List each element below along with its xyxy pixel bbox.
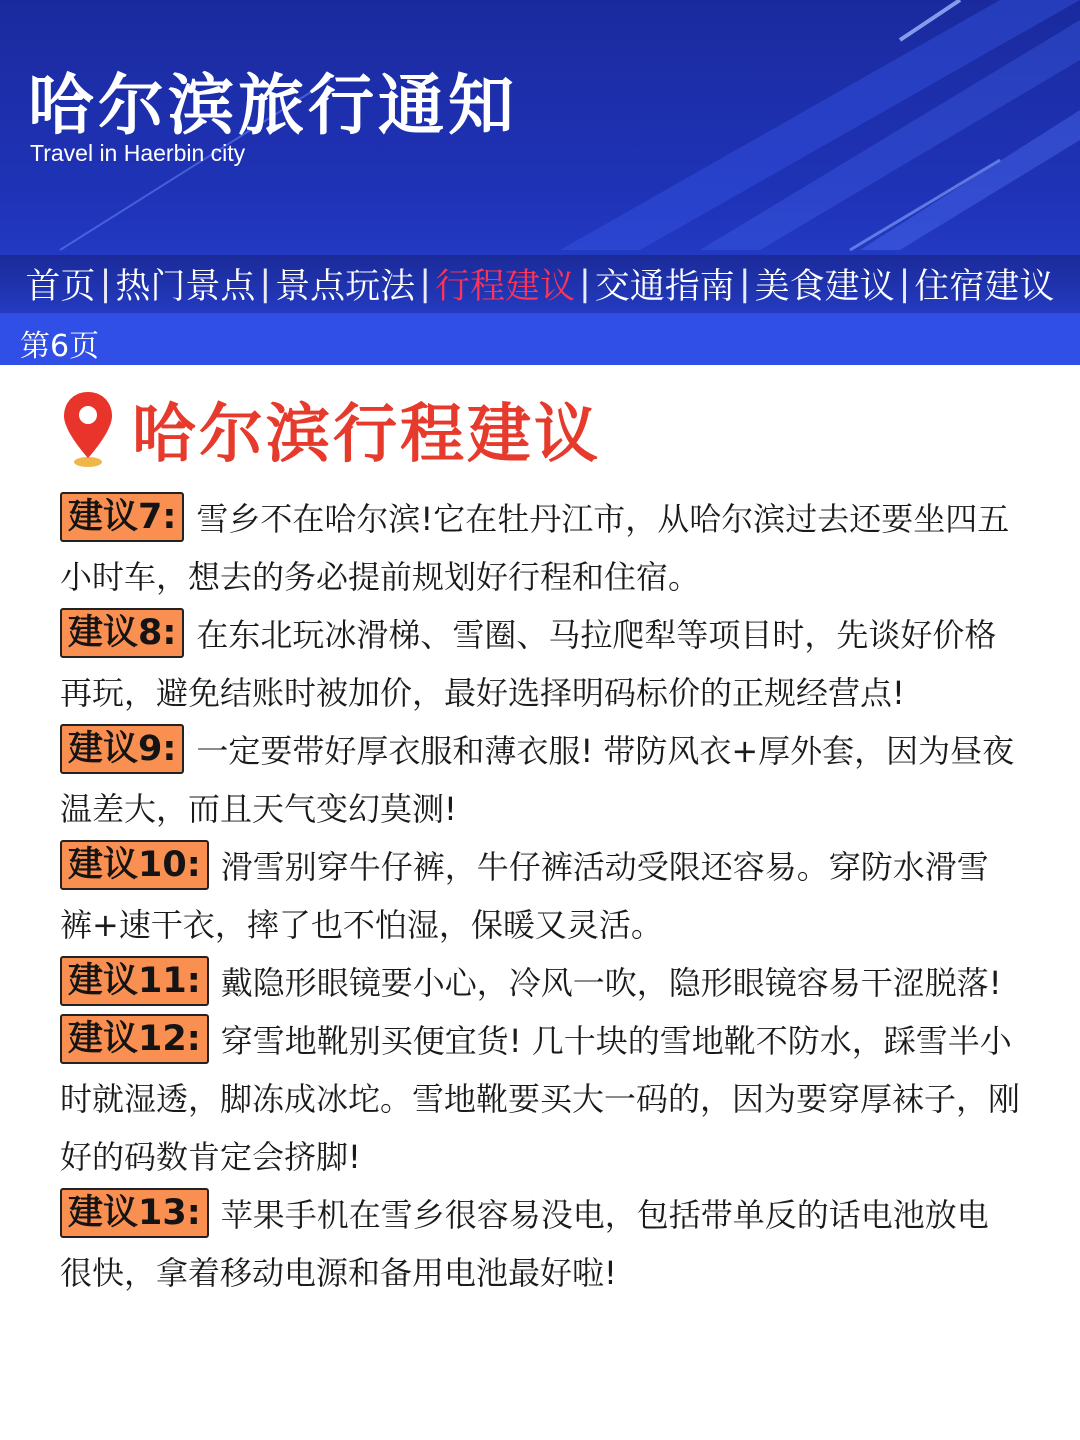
nav-item-transport[interactable]: 交通指南 [594,267,735,307]
list-item [60,954,1020,1012]
list-item [60,1186,1020,1302]
tip-badge: 建议10: [60,840,209,890]
page-indicator-bar [0,313,1080,365]
tip-text: 苹果手机在雪乡很容易没电，包括带单反的话电池放电很快，拿着移动电源和备用电池最好啦! [60,1196,989,1292]
tip-text: 滑雪别穿牛仔裤，牛仔裤活动受限还容易。穿防水滑雪裤+速干衣，摔了也不怕湿，保暖又灵活。 [60,848,989,944]
nav-separator: | [419,264,431,304]
nav-item-hot-spots[interactable]: 热门景点 [115,267,256,307]
top-navigation [0,255,1080,313]
nav-separator: | [99,264,112,304]
list-item [60,606,1020,722]
nav-item-home[interactable]: 首页 [25,267,96,307]
nav-item-lodging[interactable]: 住宿建议 [914,267,1055,307]
app-subtitle: Travel in Haerbin city [30,140,246,166]
section-heading [60,388,601,470]
nav-item-itinerary[interactable]: 行程建议 [434,267,575,307]
tip-badge: 建议12: [60,1014,209,1064]
header-banner [0,0,1080,365]
list-item [60,490,1020,606]
app-title: 哈尔滨旅行通知 [28,67,518,144]
list-item [60,722,1020,838]
tip-badge: 建议13: [60,1188,209,1238]
map-pin-icon [60,388,116,470]
nav-item-attractions[interactable]: 景点玩法 [275,267,416,307]
page-title: 哈尔滨行程建议 [132,398,601,472]
nav-separator: | [898,264,911,304]
list-item [60,838,1020,954]
tip-badge: 建议11: [60,956,209,1006]
tip-text: 穿雪地靴别买便宜货! 几十块的雪地靴不防水，踩雪半小时就湿透，脚冻成冰坨。雪地靴要买大一码的，因为要穿厚袜子，刚好的码数肯定会挤脚! [60,1022,1021,1176]
nav-item-food[interactable]: 美食建议 [754,267,895,307]
tip-text: 雪乡不在哈尔滨!它在牡丹江市，从哈尔滨过去还要坐四五小时车，想去的务必提前规划好行程和住宿。 [60,500,1010,596]
tip-badge: 建议7: [60,492,184,542]
tip-badge: 建议9: [60,724,184,774]
page-number: 第6页 [20,329,100,364]
nav-separator: | [579,264,591,304]
tip-text: 戴隐形眼镜要小心，冷风一吹，隐形眼镜容易干涩脱落! [220,964,1002,1002]
tip-text: 一定要带好厚衣服和薄衣服! 带防风衣+厚外套，因为昼夜温差大，而且天气变幻莫测! [60,732,1015,828]
tip-text: 在东北玩冰滑梯、雪圈、马拉爬犁等项目时，先谈好价格再玩，避免结账时被加价，最好选择明码标价的正规经营点! [60,616,997,712]
nav-separator: | [738,264,751,304]
tip-badge: 建议8: [60,608,184,658]
nav-separator: | [259,264,272,304]
list-item [60,1012,1020,1186]
tips-list [60,490,1020,1302]
